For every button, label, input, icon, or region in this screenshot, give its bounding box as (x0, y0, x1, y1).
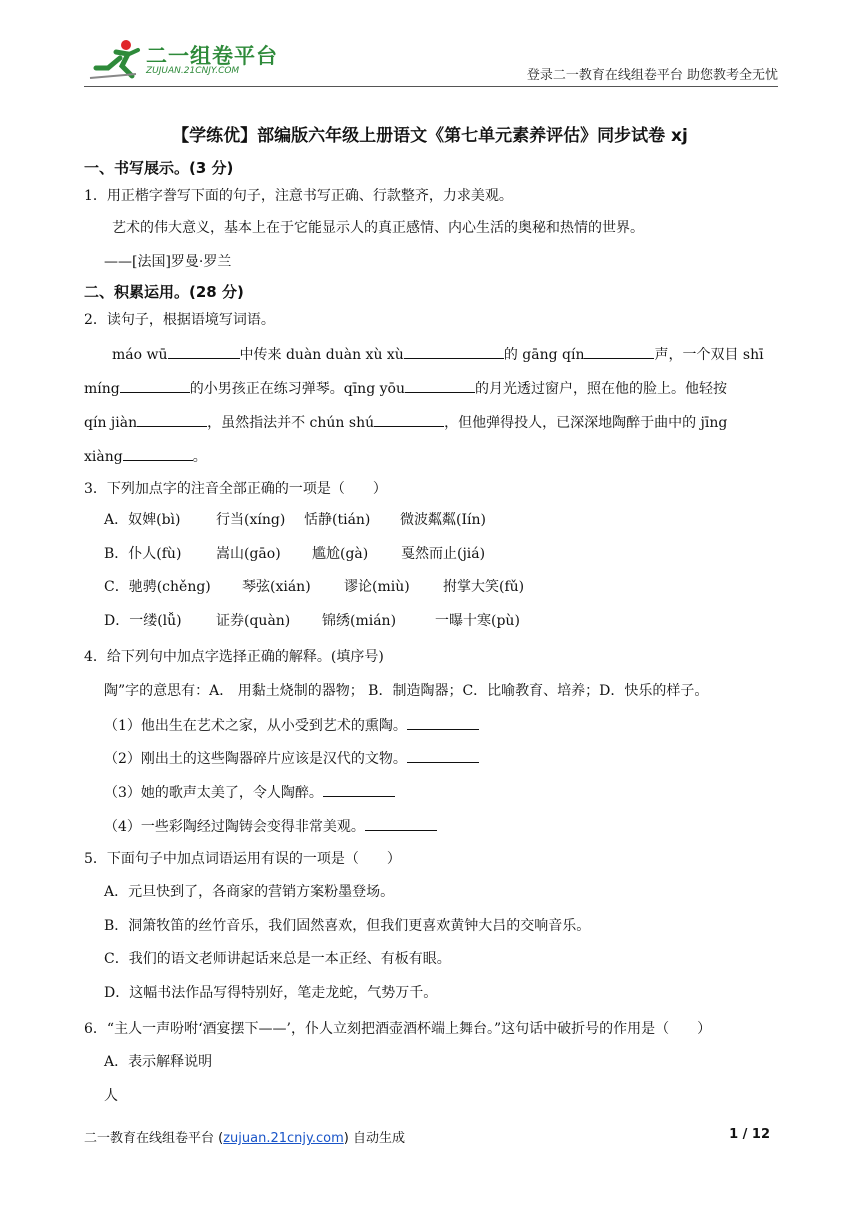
q2-text: 中传来 duàn duàn xù xù (239, 347, 404, 363)
q6-option-a[interactable]: A．表示解释说明 (104, 1054, 213, 1070)
q4-stem: 4．给下列句中加点字选择正确的解释。(填序号) (84, 649, 384, 665)
answer-blank[interactable] (323, 782, 395, 797)
q4-item-text: （2）刚出土的这些陶器碎片应该是汉代的文物。 (104, 751, 407, 767)
option-word: 嵩山(gāo) (216, 546, 281, 562)
footer-source (84, 1127, 405, 1146)
logo-text: 二一组卷平台 (146, 44, 278, 68)
option-word: 琴弦(xián) (242, 579, 311, 595)
q5-option-c[interactable]: C．我们的语文老师讲起话来总是一本正经、有板有眼。 (104, 951, 451, 967)
answer-blank[interactable] (584, 344, 654, 359)
q2-text: 的 gāng qín (503, 347, 585, 363)
q5-stem: 5．下面句子中加点词语运用有误的一项是（ ） (84, 851, 401, 867)
option-word: 恬静(tián) (304, 512, 371, 528)
answer-blank[interactable] (137, 412, 207, 427)
option-word: 行当(xíng) (216, 512, 286, 528)
option-word: 谬论(miù) (344, 579, 410, 595)
site-logo (86, 38, 286, 84)
q5-option-b[interactable]: B．洞箫牧笛的丝竹音乐，我们固然喜欢，但我们更喜欢黄钟大吕的交响音乐。 (104, 918, 591, 934)
footer-text: ) 自动生成 (343, 1131, 405, 1146)
answer-blank[interactable] (374, 412, 444, 427)
q2-pinyin: míng (84, 381, 120, 397)
option-word: 微波粼粼(Iín) (400, 512, 486, 528)
q4-item-text: （4）一些彩陶经过陶铸会变得非常美观。 (104, 819, 365, 835)
option-word: 证券(quàn) (216, 613, 291, 629)
q3-option-a[interactable] (104, 511, 486, 529)
q2-line-2 (84, 378, 727, 398)
logo-subtext: ZUJUAN.21CNJY.COM (146, 66, 240, 76)
runner-logo-icon (86, 38, 142, 82)
answer-blank[interactable] (365, 816, 437, 831)
q4-item-3 (104, 782, 395, 802)
header-slogan-link[interactable]: 登录二一教育在线组卷平台 助您教考全无忧 (526, 68, 778, 83)
q2-pinyin: xiàng (84, 449, 123, 465)
q5-option-d[interactable]: D．这幅书法作品写得特别好，笔走龙蛇，气势万千。 (104, 985, 438, 1001)
answer-blank[interactable] (404, 344, 504, 359)
q2-text: 声，一个双目 shī (654, 347, 764, 363)
answer-blank[interactable] (123, 446, 193, 461)
section-heading-1: 一、书写展示。(3 分) (84, 159, 234, 177)
q1-quote: 艺术的伟大意义，基本上在于它能显示人的真正感情、内心生活的奥秘和热情的世界。 (112, 220, 644, 236)
answer-blank[interactable] (168, 344, 240, 359)
option-word: B．仆人(fù) (104, 546, 182, 562)
q1-author: ——[法国]罗曼·罗兰 (104, 254, 232, 270)
answer-blank[interactable] (120, 378, 190, 393)
q4-item-1 (104, 715, 479, 735)
q2-text: ，但他弹得投人，已深深地陶醉于曲中的 jīng (444, 415, 728, 431)
option-word: A．奴婢(bì) (104, 512, 181, 528)
q6-cut-text: 人 (104, 1088, 118, 1104)
page-title: 【学练优】部编版六年级上册语文《第七单元素养评估》同步试卷 xj (172, 126, 688, 146)
option-word: 尴尬(gà) (312, 546, 369, 562)
option-word: 锦绣(mián) (322, 613, 397, 629)
q2-line-1 (112, 344, 764, 364)
q3-option-b[interactable] (104, 545, 485, 563)
option-word: C．驰骋(chěng) (104, 579, 211, 595)
q2-text: 的小男孩正在练习弹琴。qīng yōu (189, 381, 405, 397)
option-word: 戛然而止(jiá) (401, 546, 486, 562)
q3-stem: 3．下列加点字的注音全部正确的一项是（ ） (84, 481, 387, 497)
q5-option-a[interactable]: A．元旦快到了，各商家的营销方案粉墨登场。 (104, 884, 395, 900)
q2-text: 。 (192, 449, 207, 465)
answer-blank[interactable] (407, 715, 479, 730)
q2-text: ，虽然指法并不 chún shú (207, 415, 375, 431)
q2-line-4 (84, 446, 207, 466)
page-number: 1 / 12 (729, 1127, 770, 1142)
option-word: D．一缕(lǚ) (104, 613, 182, 629)
q1-stem: 1．用正楷字誊写下面的句子，注意书写正确、行款整齐，力求美观。 (84, 188, 513, 204)
header-divider (84, 86, 778, 87)
q4-item-text: （1）他出生在艺术之家，从小受到艺术的熏陶。 (104, 718, 407, 734)
answer-blank[interactable] (407, 748, 479, 763)
q4-definitions: 陶”字的意思有：A． 用黏土烧制的器物； B．制造陶器；C．比喻教育、培养；D．快乐的样子。 (104, 683, 709, 699)
q6-stem: 6．“主人一声吩咐‘酒宴摆下——’，仆人立刻把酒壶酒杯端上舞台。”这句话中破折号的作用是（ ） (84, 1021, 712, 1037)
q2-line-3 (84, 412, 727, 432)
section-heading-2: 二、积累运用。(28 分) (84, 283, 244, 301)
footer-link[interactable]: zujuan.21cnjy.com (223, 1131, 344, 1146)
q2-pinyin: máo wū (112, 347, 168, 363)
q4-item-4 (104, 816, 437, 836)
answer-blank[interactable] (405, 378, 475, 393)
q2-stem: 2．读句子，根据语境写词语。 (84, 312, 275, 328)
q4-item-text: （3）她的歌声太美了，令人陶醉。 (104, 785, 323, 801)
q2-pinyin: qín jiàn (84, 415, 138, 431)
footer-text: 二一教育在线组卷平台 ( (84, 1131, 224, 1146)
q3-option-c[interactable] (104, 578, 524, 596)
option-word: 一曝十寒(pù) (435, 613, 520, 629)
q3-option-d[interactable] (104, 612, 520, 630)
option-word: 拊掌大笑(fǔ) (443, 579, 525, 595)
q4-item-2 (104, 748, 479, 768)
q2-text: 的月光透过窗户，照在他的脸上。他轻按 (474, 381, 727, 397)
